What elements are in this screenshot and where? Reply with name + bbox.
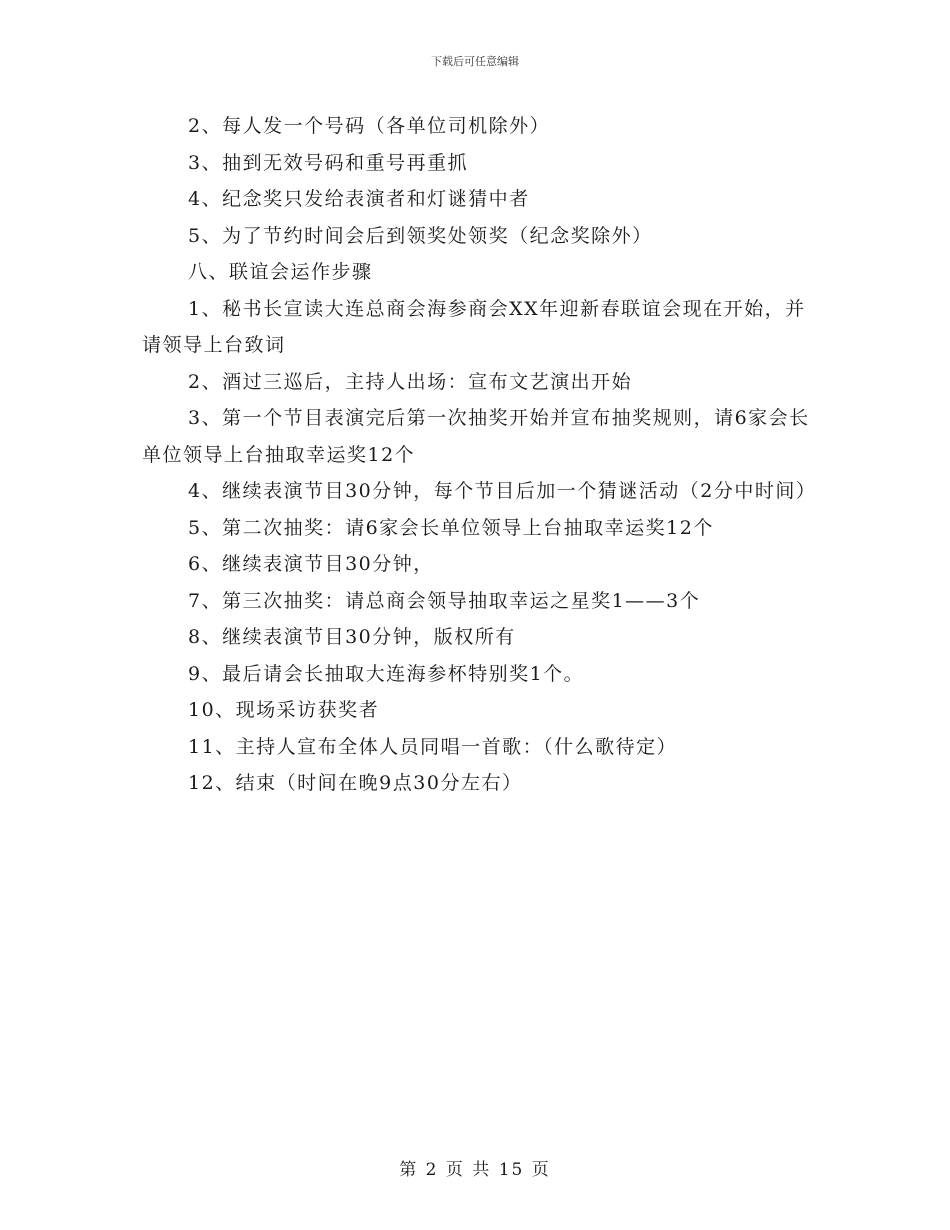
list-item: 7、第三次抽奖：请总商会领导抽取幸运之星奖1——3个	[188, 589, 701, 612]
list-item: 11、主持人宣布全体人员同唱一首歌：（什么歌待定）	[188, 735, 678, 758]
list-item: 2、酒过三巡后，主持人出场：宣布文艺演出开始	[188, 370, 633, 393]
list-item: 4、纪念奖只发给表演者和灯谜猜中者	[188, 188, 530, 210]
list-item: 10、现场采访获奖者	[188, 699, 380, 721]
section-heading: 八、联谊会运作步骤	[188, 261, 373, 283]
list-item: 3、第一个节目表演完后第一次抽奖开始并宣布抽奖规则，请6家会长单位领导上台抽取幸运奖12个	[142, 407, 810, 466]
page-header: 下载后可任意编辑	[431, 55, 519, 68]
list-item: 9、最后请会长抽取大连海参杯特别奖1个。	[188, 662, 585, 685]
list-item: 2、每人发一个号码（各单位司机除外）	[188, 115, 551, 137]
list-item: 12、结束（时间在晚9点30分左右）	[188, 772, 523, 794]
list-item: 8、继续表演节目30分钟，版权所有	[188, 626, 516, 648]
list-item: 6、继续表演节目30分钟，	[188, 553, 434, 575]
list-item: 5、第二次抽奖：请6家会长单位领导上台抽取幸运奖12个	[188, 516, 714, 539]
list-item: 5、为了节约时间会后到领奖处领奖（纪念奖除外）	[188, 224, 653, 247]
page-number: 第 2 页 共 15 页	[399, 1160, 551, 1180]
list-item: 4、继续表演节目30分钟，每个节目后加一个猜谜活动（2分中时间）	[188, 480, 817, 502]
document-body	[142, 108, 817, 802]
list-item: 3、抽到无效号码和重号再重抓	[188, 151, 469, 174]
list-item: 1、秘书长宣读大连总商会海参商会XX年迎新春联谊会现在开始，并请领导上台致词	[142, 297, 806, 356]
